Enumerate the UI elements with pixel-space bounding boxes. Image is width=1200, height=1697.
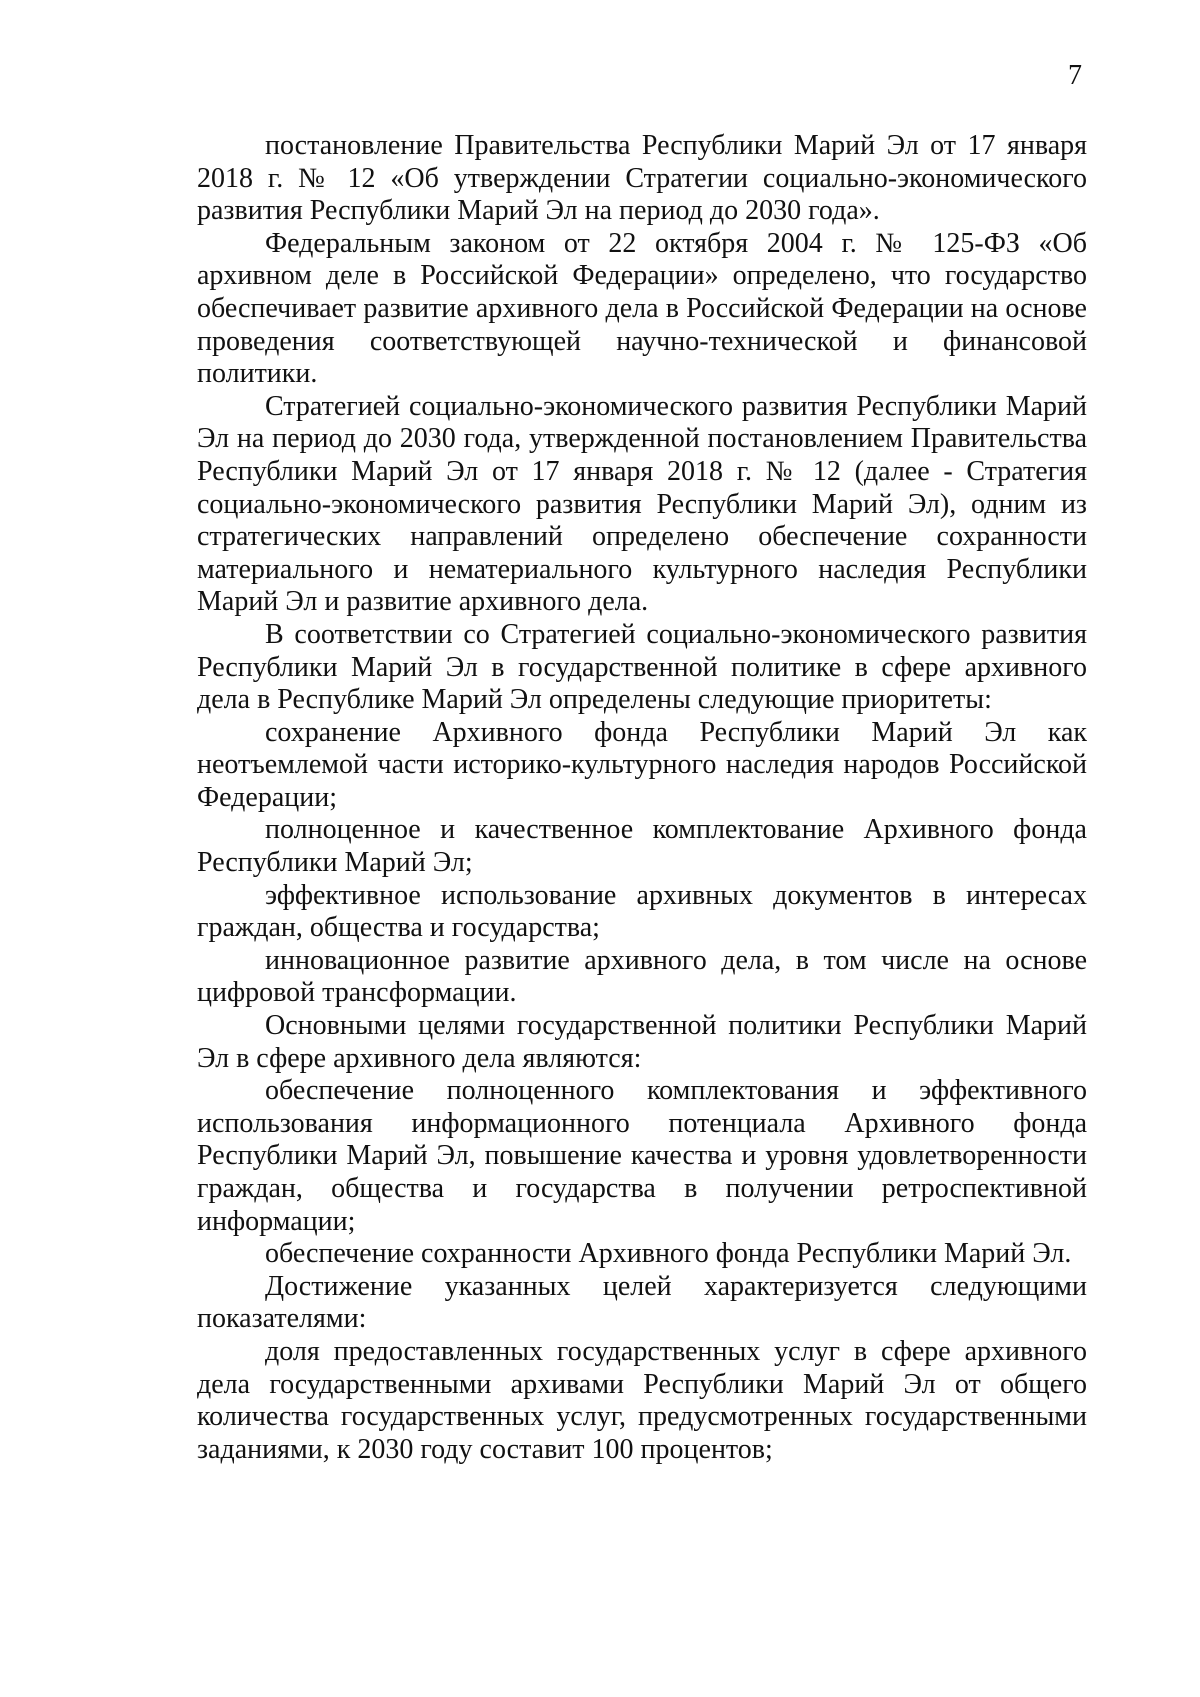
list-item: обеспечение полноценного комплектования и эффективного использования информационного потенциала Архивного фонда Республики Марий Эл, повышение качества и уровня удовлетворенности граждан, общества и государства в получении ретроспективной информации;: [197, 1075, 1087, 1237]
list-item: обеспечение сохранности Архивного фонда Республики Марий Эл.: [265, 1238, 1072, 1270]
paragraph: постановление Правительства Республики Марий Эл от 17 января 2018 г. № 12 «Об утверждении Стратегии социально-экономического развития Республики Марий Эл на период до 2030 года».: [197, 130, 1087, 227]
paragraph: Стратегией социально-экономического развития Республики Марий Эл на период до 2030 года, утвержденной постановлением Правительства Республики Марий Эл от 17 января 2018 г. № 12 (далее - Стратегия социально-экономического развития Республики Марий Эл), одним из стратегических направлений определено обеспечение сохранности материального и нематериального культурного наследия Республики Марий Эл и развитие архивного дела.: [197, 390, 1087, 618]
paragraph: В соответствии со Стратегией социально-экономического развития Республики Марий Эл в государственной политике в сфере архивного дела в Республике Марий Эл определены следующие приоритеты:: [197, 618, 1087, 716]
list-item: инновационное развитие архивного дела, в том числе на основе цифровой трансформации.: [197, 944, 1087, 1009]
list-item: доля предоставленных государственных услуг в сфере архивного дела государственными архивами Республики Марий Эл от общего количества государственных услуг, предусмотренных государственными заданиями, к 2030 году составит 100 процентов;: [197, 1335, 1087, 1465]
list-item: сохранение Архивного фонда Республики Марий Эл как неотъемлемой части историко-культурного наследия народов Российской Федерации;: [197, 716, 1087, 813]
paragraph: Основными целями государственной политики Республики Марий Эл в сфере архивного дела являются:: [197, 1010, 1087, 1074]
document-body: [197, 130, 1087, 1466]
page-number: 7: [1068, 60, 1082, 91]
paragraph: Федеральным законом от 22 октября 2004 г. № 125-ФЗ «Об архивном деле в Российской Федерации» определено, что государство обеспечивает развитие архивного дела в Российской Федерации на основе проведения соответствующей научно-технической и финансовой политики.: [197, 227, 1087, 390]
list-item: эффективное использование архивных документов в интересах граждан, общества и государства;: [197, 879, 1087, 944]
list-item: полноценное и качественное комплектование Архивного фонда Республики Марий Эл;: [197, 814, 1087, 879]
paragraph: Достижение указанных целей характеризуется следующими показателями:: [197, 1270, 1087, 1335]
